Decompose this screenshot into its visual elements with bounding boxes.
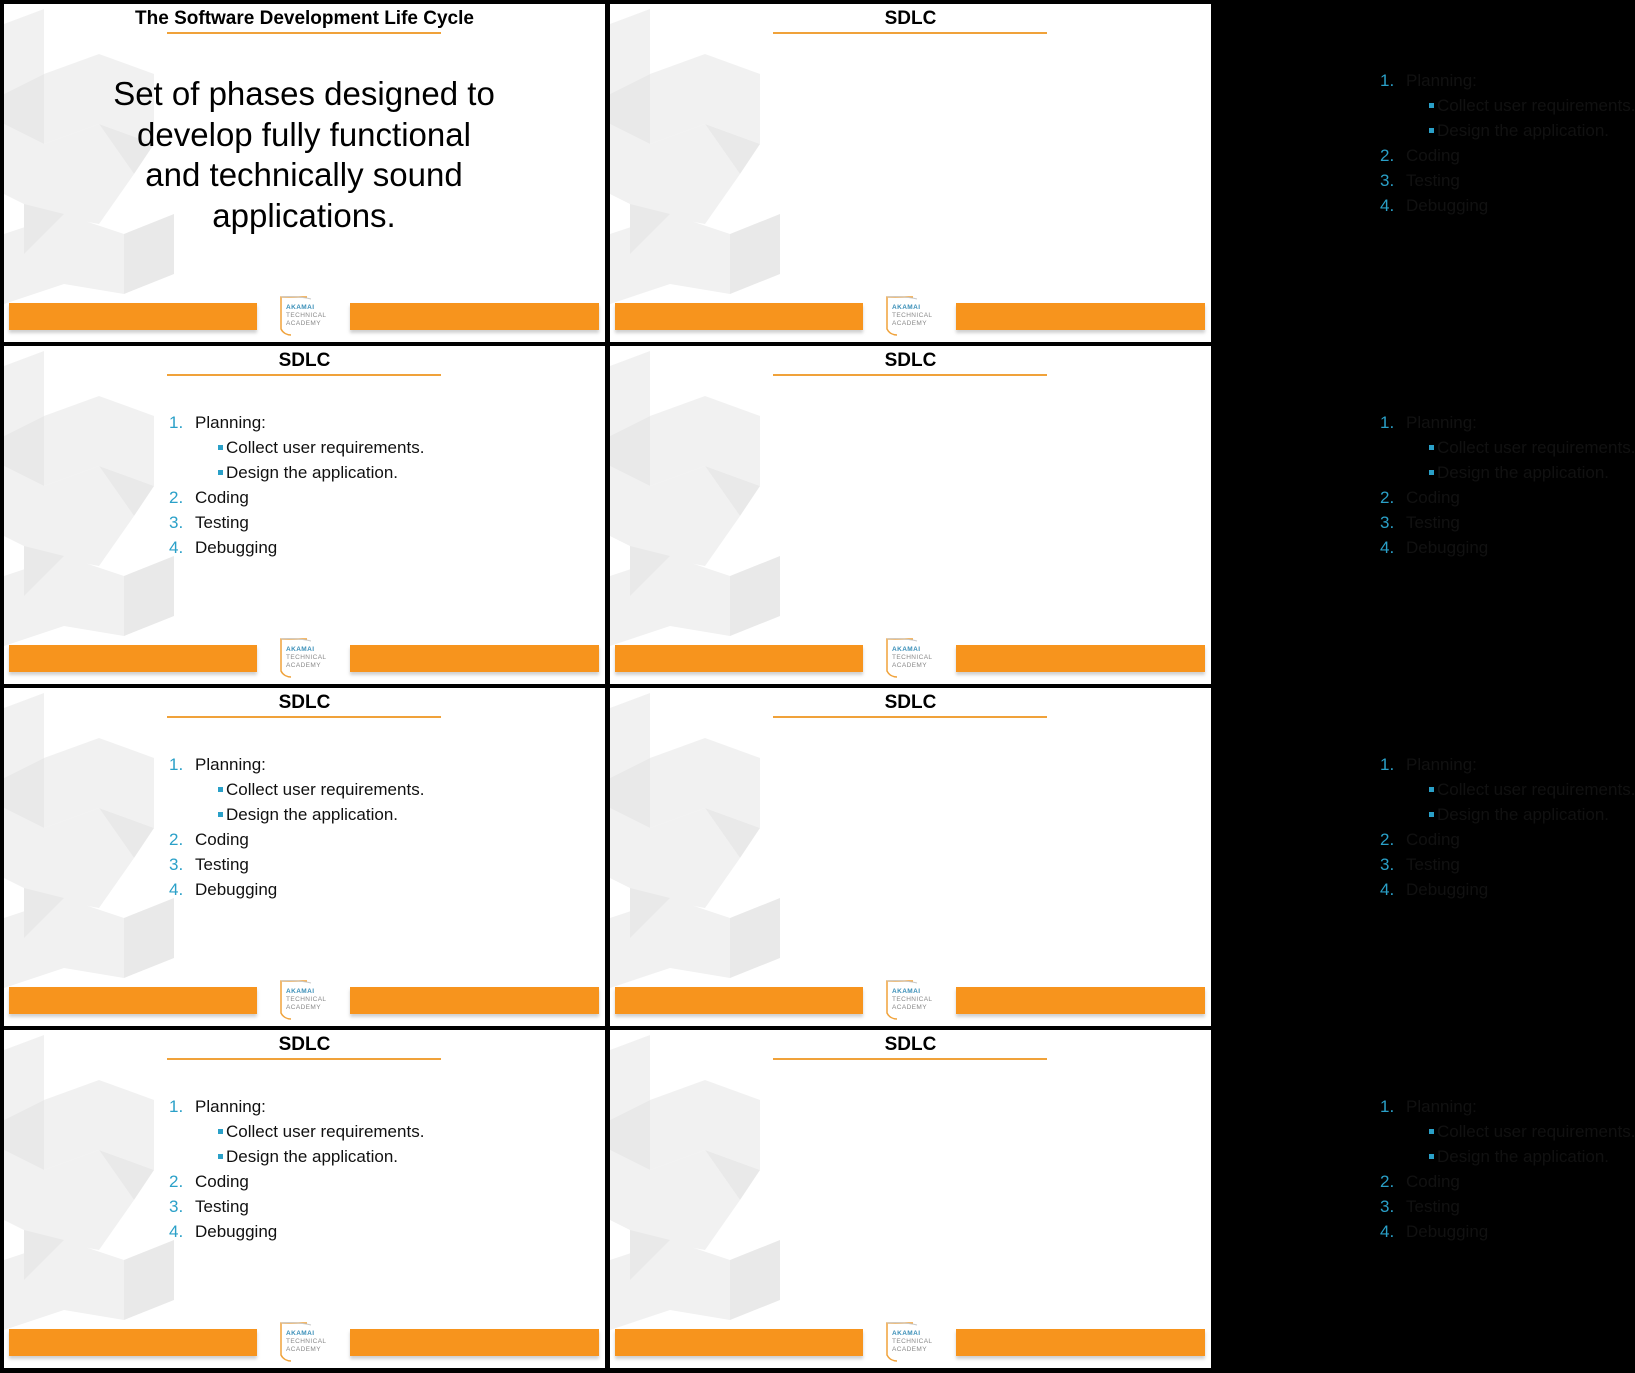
phase-number: 2. (1380, 830, 1395, 849)
slide-title: SDLC (884, 8, 937, 29)
background-pattern (610, 688, 1211, 1026)
sub-bullet-text: Collect user requirements. (1437, 438, 1635, 457)
sub-bullet-text: Collect user requirements. (1437, 1122, 1635, 1141)
phase-number: 4. (1380, 1222, 1395, 1241)
akamai-technical-academy-logo (883, 293, 947, 337)
phase-text: Coding (195, 830, 249, 849)
footer-bar-left (9, 303, 257, 330)
title-underline (167, 32, 441, 34)
logo-line-1: AKAMAI (892, 304, 921, 311)
phase-text: Coding (1406, 488, 1460, 507)
phase-text: Planning: (195, 755, 266, 774)
background-pattern (4, 688, 605, 1026)
sub-bullet-text: Collect user requirements. (226, 780, 425, 799)
footer-bar-right (350, 1329, 599, 1356)
akamai-technical-academy-logo (277, 1319, 341, 1363)
phase-number: 1. (169, 1097, 184, 1116)
square-bullet-icon (218, 1154, 223, 1159)
phase-text: Coding (1406, 830, 1460, 849)
phase-text: Planning: (1406, 755, 1477, 774)
sub-bullet-text: Design the application. (226, 1147, 399, 1166)
slide-title: SDLC (278, 1034, 331, 1055)
logo-line-1: AKAMAI (286, 646, 315, 653)
footer-bar-right (350, 987, 599, 1014)
logo-line-1: AKAMAI (892, 988, 921, 995)
square-bullet-icon (1429, 787, 1434, 792)
phase-text: Debugging (1406, 880, 1489, 899)
logo-line-2: TECHNICAL (286, 996, 327, 1003)
phase-number: 4. (169, 1222, 184, 1241)
footer-bar-right (956, 303, 1205, 330)
phase-number: 3. (169, 1197, 184, 1216)
footer-bar-right (956, 645, 1205, 672)
phase-text: Coding (195, 488, 249, 507)
logo-line-3: ACADEMY (892, 662, 927, 669)
slide-title: The Software Development Life Cycle (135, 8, 474, 29)
logo-line-2: TECHNICAL (892, 654, 933, 661)
footer-bar-left (615, 303, 863, 330)
phase-text: Planning: (1406, 1097, 1477, 1116)
title-underline (773, 1058, 1047, 1060)
square-bullet-icon (1429, 1154, 1434, 1159)
square-bullet-icon (1429, 470, 1434, 475)
square-bullet-icon (1429, 103, 1434, 108)
title-underline (167, 716, 441, 718)
phase-text: Testing (195, 513, 249, 532)
akamai-technical-academy-logo (277, 293, 341, 337)
phase-number: 3. (169, 855, 184, 874)
phase-number: 4. (1380, 880, 1395, 899)
sub-bullet-text: Design the application. (226, 463, 399, 482)
square-bullet-icon (218, 470, 223, 475)
title-underline (167, 1058, 441, 1060)
phase-number: 4. (169, 880, 184, 899)
phase-number: 2. (169, 488, 184, 507)
logo-line-1: AKAMAI (286, 1330, 315, 1337)
logo-line-1: AKAMAI (892, 646, 921, 653)
slide-definition-text (74, 74, 534, 236)
logo-line-1: AKAMAI (286, 304, 315, 311)
square-bullet-icon (218, 445, 223, 450)
phase-text: Testing (1406, 513, 1460, 532)
footer-bar-left (615, 987, 863, 1014)
slide-8[interactable] (610, 1030, 1635, 1368)
slide-title: SDLC (278, 692, 331, 713)
logo-line-3: ACADEMY (892, 1004, 927, 1011)
phase-number: 2. (169, 1172, 184, 1191)
definition-line: applications. (212, 196, 396, 234)
slide-title: SDLC (884, 692, 937, 713)
logo-line-2: TECHNICAL (892, 1338, 933, 1345)
akamai-technical-academy-logo (883, 977, 947, 1021)
square-bullet-icon (1429, 445, 1434, 450)
phase-text: Planning: (195, 413, 266, 432)
footer-bar-right (956, 1329, 1205, 1356)
phase-number: 1. (169, 755, 184, 774)
background-pattern (4, 1030, 605, 1368)
footer-bar-right (350, 645, 599, 672)
slide-title: SDLC (884, 1034, 937, 1055)
footer-bar-right (956, 987, 1205, 1014)
phase-number: 2. (1380, 146, 1395, 165)
slide-2[interactable] (610, 4, 1635, 342)
definition-line: and technically sound (145, 156, 463, 193)
phase-number: 4. (1380, 196, 1395, 215)
phase-number: 4. (1380, 538, 1395, 557)
phase-number: 1. (1380, 71, 1395, 90)
square-bullet-icon (1429, 128, 1434, 133)
phase-number: 3. (1380, 855, 1395, 874)
sub-bullet-text: Collect user requirements. (1437, 96, 1635, 115)
phase-text: Testing (1406, 1197, 1460, 1216)
phase-number: 2. (1380, 1172, 1395, 1191)
title-underline (773, 716, 1047, 718)
phase-text: Coding (195, 1172, 249, 1191)
slide-4[interactable] (610, 346, 1635, 684)
footer-bar-left (615, 1329, 863, 1356)
sub-bullet-text: Design the application. (1437, 1147, 1610, 1166)
logo-line-1: AKAMAI (892, 1330, 921, 1337)
footer-bar-left (615, 645, 863, 672)
logo-line-3: ACADEMY (892, 1346, 927, 1353)
akamai-technical-academy-logo (277, 635, 341, 679)
sub-bullet-text: Design the application. (1437, 463, 1610, 482)
logo-line-2: TECHNICAL (892, 996, 933, 1003)
slide-7[interactable] (4, 1030, 605, 1368)
title-underline (773, 374, 1047, 376)
akamai-technical-academy-logo (883, 635, 947, 679)
logo-line-3: ACADEMY (286, 1346, 321, 1353)
footer-bar-right (350, 303, 599, 330)
slide-5[interactable] (4, 688, 605, 1026)
slide-grid (4, 4, 1635, 1369)
background-pattern (610, 4, 1211, 342)
phase-number: 1. (1380, 755, 1395, 774)
definition-line: develop fully functional (137, 115, 471, 153)
phase-text: Testing (1406, 171, 1460, 190)
background-pattern (610, 346, 1211, 684)
logo-line-3: ACADEMY (286, 320, 321, 327)
slide-title: SDLC (278, 350, 331, 371)
phase-number: 1. (169, 413, 184, 432)
phase-text: Debugging (1406, 196, 1489, 215)
phase-text: Coding (1406, 1172, 1460, 1191)
square-bullet-icon (218, 787, 223, 792)
akamai-technical-academy-logo (277, 977, 341, 1021)
phase-number: 3. (169, 513, 184, 532)
phase-text: Debugging (1406, 1222, 1489, 1241)
logo-line-3: ACADEMY (286, 1004, 321, 1011)
phase-text: Debugging (1406, 538, 1489, 557)
slide-1[interactable] (4, 4, 605, 342)
footer-bar-left (9, 1329, 257, 1356)
sub-bullet-text: Collect user requirements. (226, 438, 425, 457)
square-bullet-icon (1429, 812, 1434, 817)
sub-bullet-text: Design the application. (1437, 121, 1610, 140)
footer-bar-left (9, 987, 257, 1014)
logo-line-2: TECHNICAL (286, 1338, 327, 1345)
phase-text: Debugging (195, 1222, 278, 1241)
logo-line-2: TECHNICAL (286, 312, 327, 319)
phase-text: Planning: (195, 1097, 266, 1116)
phase-number: 2. (169, 830, 184, 849)
square-bullet-icon (218, 1129, 223, 1134)
logo-line-1: AKAMAI (286, 988, 315, 995)
definition-line: Set of phases designed to (113, 75, 495, 112)
phase-text: Testing (195, 855, 249, 874)
logo-line-3: ACADEMY (286, 662, 321, 669)
sub-bullet-text: Design the application. (226, 805, 399, 824)
square-bullet-icon (1429, 1129, 1434, 1134)
title-underline (773, 32, 1047, 34)
sub-bullet-text: Collect user requirements. (226, 1122, 425, 1141)
square-bullet-icon (218, 812, 223, 817)
slide-title: SDLC (884, 350, 937, 371)
phase-number: 3. (1380, 1197, 1395, 1216)
slide-3[interactable] (4, 346, 605, 684)
sub-bullet-text: Collect user requirements. (1437, 780, 1635, 799)
logo-line-3: ACADEMY (892, 320, 927, 327)
logo-line-2: TECHNICAL (892, 312, 933, 319)
logo-line-2: TECHNICAL (286, 654, 327, 661)
phase-text: Debugging (195, 880, 278, 899)
phase-number: 4. (169, 538, 184, 557)
background-pattern (610, 1030, 1211, 1368)
phase-text: Testing (1406, 855, 1460, 874)
phase-number: 3. (1380, 513, 1395, 532)
phase-text: Planning: (1406, 413, 1477, 432)
akamai-technical-academy-logo (883, 1319, 947, 1363)
phase-text: Coding (1406, 146, 1460, 165)
background-pattern (4, 346, 605, 684)
title-underline (167, 374, 441, 376)
sub-bullet-text: Design the application. (1437, 805, 1610, 824)
footer-bar-left (9, 645, 257, 672)
phase-number: 3. (1380, 171, 1395, 190)
phase-number: 1. (1380, 413, 1395, 432)
slide-6[interactable] (610, 688, 1635, 1026)
phase-text: Testing (195, 1197, 249, 1216)
phase-number: 1. (1380, 1097, 1395, 1116)
phase-number: 2. (1380, 488, 1395, 507)
phase-text: Debugging (195, 538, 278, 557)
phase-text: Planning: (1406, 71, 1477, 90)
